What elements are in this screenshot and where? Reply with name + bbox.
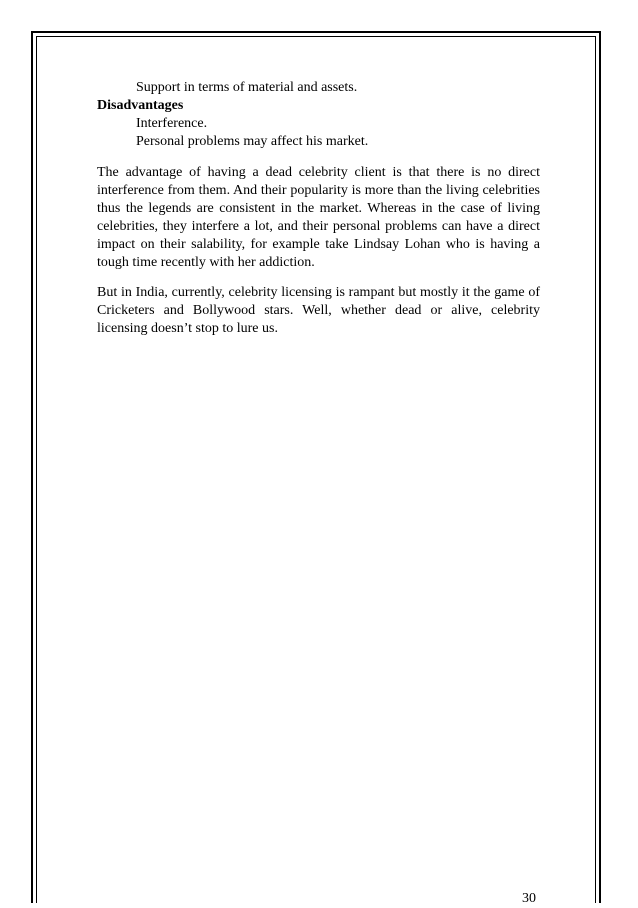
body-paragraph: But in India, currently, celebrity licensing is rampant but mostly it the game of Cricketers and Bollywood stars. Well, whether dead or alive, celebrity licensing doesn’t stop to lure us. [97, 285, 540, 336]
body-paragraph: The advantage of having a dead celebrity client is that there is no direct interference from them. And their popularity is more than the living celebrities thus the legends are consistent in the market. Whereas in the case of living celebrities, they interfere a lot, and their personal problems can have a direct impact on their salability, for example take Lindsay Lohan who is having a tough time recently with her addiction. [97, 165, 540, 270]
disadvantages-heading: Disadvantages [97, 98, 184, 113]
advantage-item: Support in terms of material and assets. [136, 80, 358, 95]
disadvantage-item: Interference. [136, 116, 208, 131]
disadvantage-item: Personal problems may affect his market. [136, 134, 369, 149]
page-number: 30 [522, 891, 536, 906]
page-content [97, 79, 540, 338]
